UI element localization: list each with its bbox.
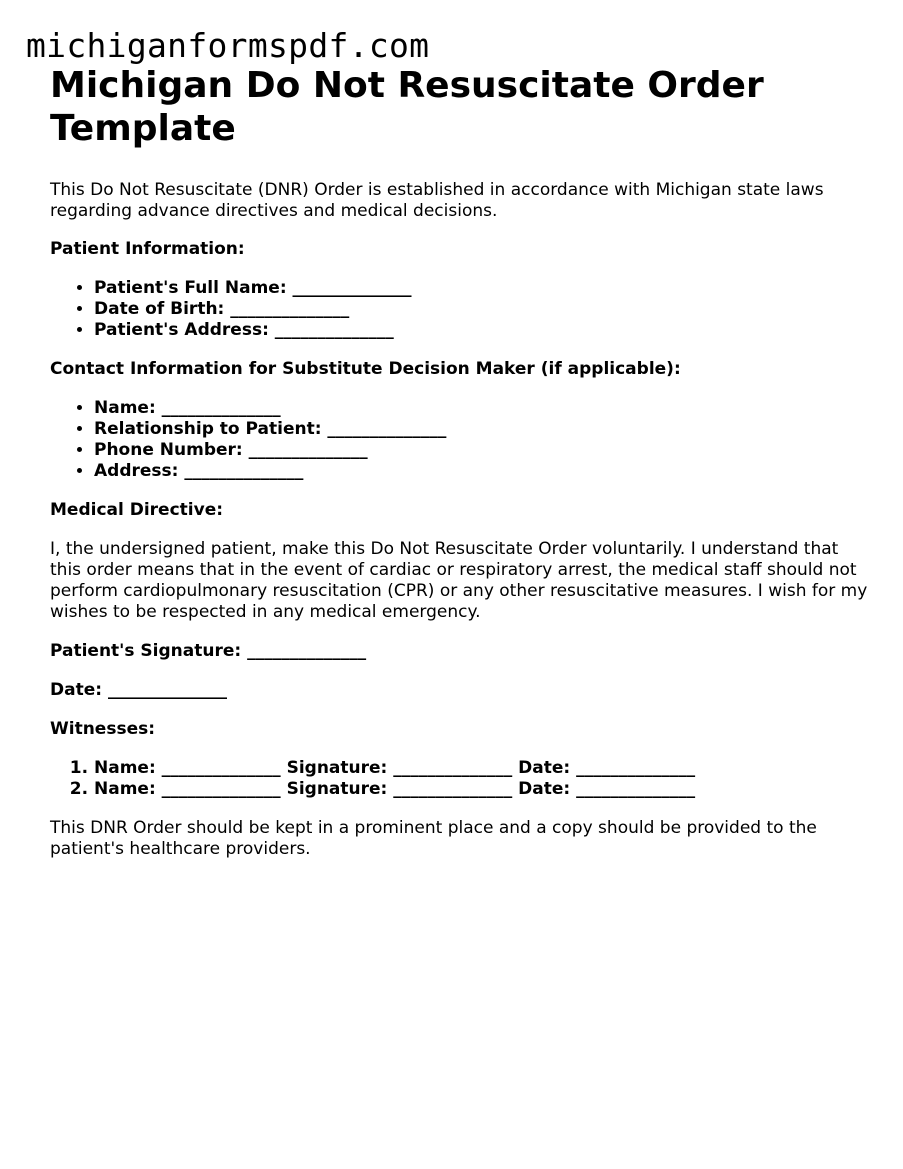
contact-info-heading: Contact Information for Substitute Decision Maker (if applicable):: [50, 359, 681, 379]
patient-address-field: • Patient's Address: ______________: [94, 320, 870, 341]
decision-maker-address-field: • Address: ______________: [94, 461, 870, 482]
witness-1-line: 1. Name: ______________ Signature: ______________ Date: ______________: [94, 758, 870, 779]
phone-number-field: • Phone Number: ______________: [94, 440, 870, 461]
patient-info-heading: Patient Information:: [50, 239, 245, 259]
date-line: Date: ______________: [50, 680, 227, 700]
patient-full-name-field: • Patient's Full Name: ______________: [94, 278, 870, 299]
relationship-field: • Relationship to Patient: ______________: [94, 419, 870, 440]
document-title: Michigan Do Not Resuscitate Order Template: [50, 65, 764, 149]
patient-signature-line: Patient's Signature: ______________: [50, 641, 367, 661]
witnesses-heading: Witnesses:: [50, 719, 156, 739]
site-watermark: michiganformspdf.com: [26, 26, 430, 65]
contact-info-list: [50, 398, 870, 482]
witness-2-line: 2. Name: ______________ Signature: ______________ Date: ______________: [94, 779, 870, 800]
date-of-birth-field: • Date of Birth: ______________: [94, 299, 870, 320]
intro-paragraph: This Do Not Resuscitate (DNR) Order is established in accordance with Michigan state laws regarding advance directives and medical decisions.: [50, 180, 824, 221]
witnesses-list: [50, 758, 870, 800]
document-page: [50, 64, 870, 860]
decision-maker-name-field: • Name: ______________: [94, 398, 870, 419]
medical-directive-paragraph: I, the undersigned patient, make this Do Not Resuscitate Order voluntarily. I understand that this order means that in the event of cardiac or respiratory arrest, the medical staff should not perform cardiopulmonary resuscitation (CPR) or any other resuscitative measures. I wish for my wishes to be respected in any medical emergency.: [50, 539, 868, 622]
patient-info-list: [50, 278, 870, 341]
closing-paragraph: This DNR Order should be kept in a prominent place and a copy should be provided to the patient's healthcare providers.: [50, 818, 817, 859]
medical-directive-heading: Medical Directive:: [50, 500, 224, 520]
